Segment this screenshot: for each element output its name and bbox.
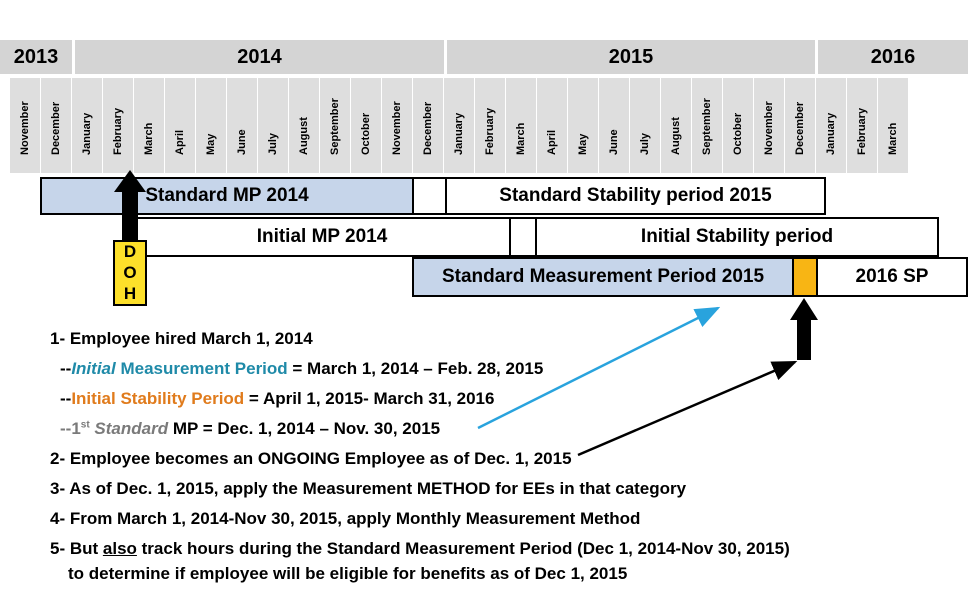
month-label: December: [794, 101, 806, 155]
month-label: February: [112, 107, 124, 155]
month-label: March: [143, 122, 155, 155]
month-label: January: [81, 112, 93, 155]
month-label: February: [484, 107, 496, 155]
note-1c: [60, 419, 440, 439]
note-5-rest: track hours during the Standard Measurement Period (Dec 1, 2014-Nov 30, 2015): [136, 539, 790, 558]
standard-measurement-2015-bar: Standard Measurement Period 2015: [412, 257, 794, 297]
month-label: February: [856, 107, 868, 155]
month-label: July: [639, 132, 651, 155]
doh-letter-d: D: [123, 242, 137, 262]
note-1a-colored: Measurement Period: [115, 359, 288, 378]
month-label: May: [577, 133, 589, 155]
note-1c-prefix: --1: [60, 419, 81, 438]
month-label: October: [732, 112, 744, 155]
month-label: April: [546, 129, 558, 155]
doh-letter-o: O: [123, 262, 137, 282]
month-label: December: [50, 101, 62, 155]
note-1c-italic: Standard: [89, 419, 169, 438]
month-label: January: [825, 112, 837, 155]
month-label: January: [453, 112, 465, 155]
month-label: November: [391, 101, 403, 155]
year-2014: 2014: [75, 40, 444, 74]
note-1c-rest: MP = Dec. 1, 2014 – Nov. 30, 2015: [168, 419, 441, 438]
month-label: August: [298, 117, 310, 155]
year-2016: 2016: [818, 40, 968, 74]
note-1b: [60, 389, 494, 409]
month-label: September: [329, 98, 341, 155]
note-5-pre: 5- But: [50, 539, 103, 558]
standard-stability-2015-bar: Standard Stability period 2015: [445, 177, 826, 215]
note-1b-rest: = April 1, 2015- March 31, 2016: [244, 389, 495, 408]
note-1a: [60, 359, 543, 379]
note-3: 3- As of Dec. 1, 2015, apply the Measurement METHOD for EEs in that category: [50, 479, 687, 498]
year-2013: 2013: [0, 40, 72, 74]
note-1a-italic: Initial: [71, 359, 116, 378]
note-1b-colored: Initial Stability Period: [71, 389, 245, 408]
note-1: 1- Employee hired March 1, 2014: [50, 329, 313, 348]
month-label: June: [608, 129, 620, 155]
initial-mp-2014-bar: Initial MP 2014: [133, 217, 511, 257]
month-label: November: [763, 101, 775, 155]
month-label: September: [701, 98, 713, 155]
standard-mp-2014-bar: Standard MP 2014: [40, 177, 414, 215]
month-label: May: [205, 133, 217, 155]
month-label: November: [19, 101, 31, 155]
note-5-underline: also: [102, 539, 137, 558]
ongoing-up-arrow: [790, 298, 818, 360]
doh-letter-h: H: [123, 283, 137, 303]
month-label: March: [515, 122, 527, 155]
note-4: 4- From March 1, 2014-Nov 30, 2015, apply Monthly Measurement Method: [50, 509, 641, 528]
note-1a-rest: = March 1, 2014 – Feb. 28, 2015: [287, 359, 544, 378]
black-pointer-arrow: [578, 362, 795, 455]
initial-stability-bar: Initial Stability period: [535, 217, 939, 257]
month-label: June: [236, 129, 248, 155]
note-1b-prefix: --: [60, 389, 72, 408]
month-label: April: [174, 129, 186, 155]
note-1c-sup: st: [80, 419, 90, 431]
month-label: March: [887, 122, 899, 155]
year-2015: 2015: [447, 40, 815, 74]
note-5-line2: to determine if employee will be eligible for benefits as of Dec 1, 2015: [68, 564, 628, 583]
month-label: October: [360, 112, 372, 155]
month-label: July: [267, 132, 279, 155]
note-1a-prefix: --: [60, 359, 72, 378]
note-2: 2- Employee becomes an ONGOING Employee as of Dec. 1, 2015: [50, 449, 572, 468]
month-label: December: [422, 101, 434, 155]
sp-2016-bar: 2016 SP: [816, 257, 968, 297]
note-5: [50, 539, 790, 559]
month-label: August: [670, 117, 682, 155]
doh-up-arrow: [114, 170, 146, 242]
